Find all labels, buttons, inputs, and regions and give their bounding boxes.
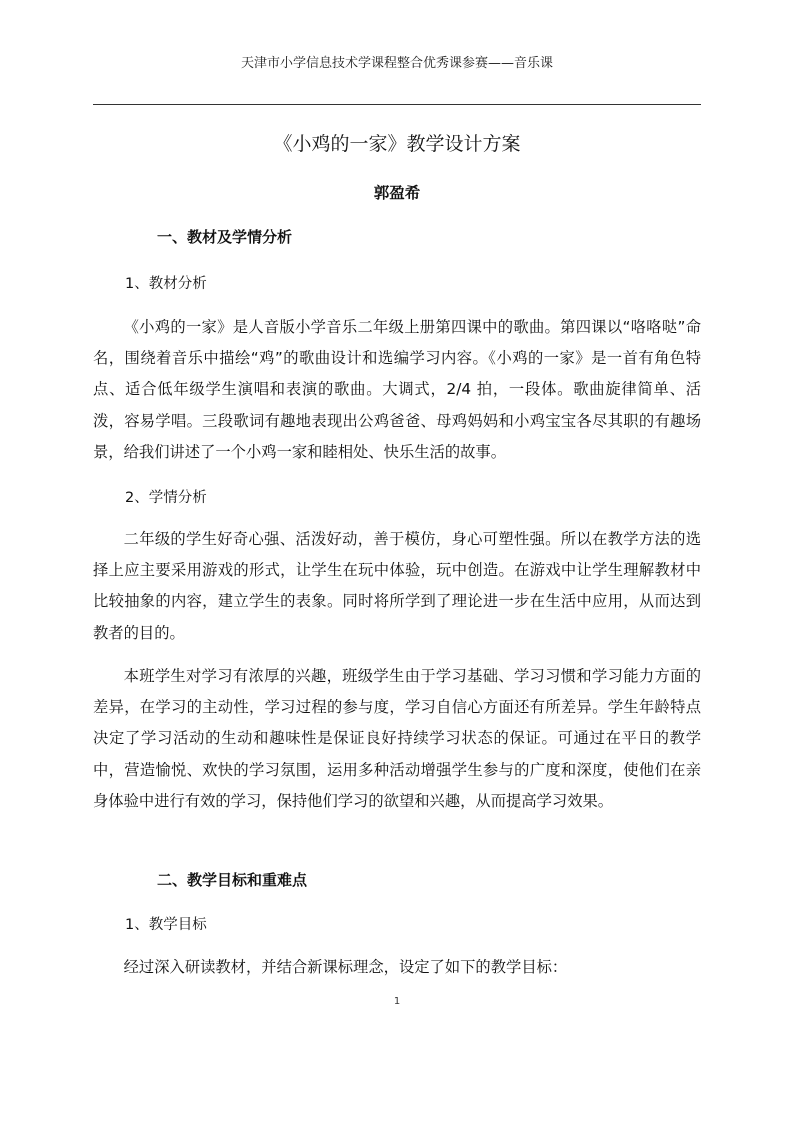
subsection-heading-goals: 1、教学目标: [125, 917, 207, 933]
subsection-heading-students: 2、学情分析: [125, 490, 207, 506]
page-number: 1: [393, 996, 401, 1007]
subsection-heading-material: 1、教材分析: [125, 276, 207, 292]
paragraph-students-1: 二年级的学生好奇心强、活泼好动，善于模仿，身心可塑性强。所以在教学方法的选择上应主要采用游戏的形式，让学生在玩中体验，玩中创造。在游戏中让学生理解教材中比较抽象的内容，建立学生的表象。同时将所学到了理论进一步在生活中应用，从而达到教者的目的。: [93, 530, 701, 642]
section-heading-objectives: 二、教学目标和重难点: [157, 871, 308, 889]
page-header: 天津市小学信息技术学课程整合优秀课参赛——音乐课: [240, 56, 553, 71]
paragraph-goals: 经过深入研读教材，并结合新课标理念，设定了如下的教学目标：: [123, 958, 568, 976]
document-title: 《小鸡的一家》教学设计方案: [273, 133, 521, 155]
header-divider: [93, 104, 701, 105]
paragraph-students-2: 本班学生对学习有浓厚的兴趣，班级学生由于学习基础、学习习惯和学习能力方面的差异，在学习的主动性，学习过程的参与度，学习自信心方面还有所差异。学生年龄特点决定了学习活动的生动和趣味性是保证良好持续学习状态的保证。可通过在平日的教学中，营造愉悦、欢快的学习氛围，运用多种活动增强学生参与的广度和深度，使他们在亲身体验中进行有效的学习，保持他们学习的欲望和兴趣，从而提高学习效果。: [93, 667, 701, 810]
author-name: 郭盈希: [373, 184, 421, 202]
section-heading-analysis: 一、教材及学情分析: [157, 228, 293, 246]
paragraph-material-analysis: 《小鸡的一家》是人音版小学音乐二年级上册第四课中的歌曲。第四课以“咯咯哒”命名，围绕着音乐中描绘“鸡”的歌曲设计和选编学习内容。《小鸡的一家》是一首有角色特点、适合低年级学生演唱和表演的歌曲。大调式，2/4 拍，一段体。歌曲旋律简单、活泼，容易学唱。三段歌词有趣地表现出公鸡爸爸、母鸡妈妈和小鸡宝宝各尽其职的有趣场景，给我们讲述了一个小鸡一家和睦相处、快乐生活的故事。: [93, 318, 701, 461]
